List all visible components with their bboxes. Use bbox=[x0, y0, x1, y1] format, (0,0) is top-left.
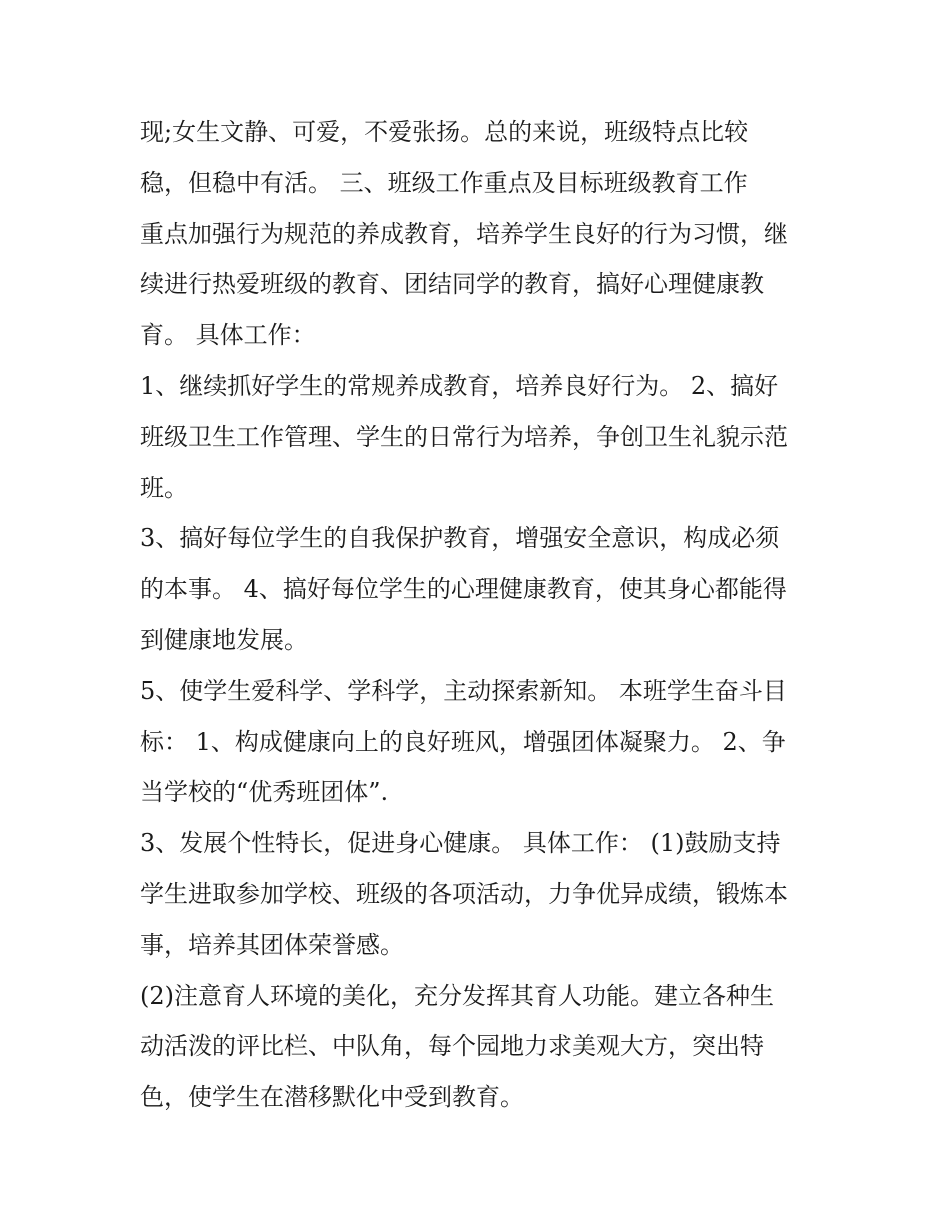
text-line: 事，培养其团体荣誉感。 bbox=[140, 930, 404, 959]
text-line: 班级卫生工作管理、学生的日常行为培养，争创卫生礼貌示范 bbox=[140, 422, 788, 451]
text-line: 5、使学生爱科学、学科学，主动探索新知。 本班学生奋斗目 bbox=[140, 676, 787, 705]
text-line: 到健康地发展。 bbox=[140, 625, 308, 654]
body-text bbox=[140, 107, 830, 1123]
text-line: 稳，但稳中有活。 三、班级工作重点及目标班级教育工作 bbox=[140, 168, 748, 197]
text-line: 标： 1、构成健康向上的良好班风，增强团体凝聚力。 2、争 bbox=[140, 727, 786, 756]
text-line: 1、继续抓好学生的常规养成教育，培养良好行为。 2、搞好 bbox=[140, 371, 779, 400]
text-line: 动活泼的评比栏、中队角，每个园地力求美观大方，突出特 bbox=[140, 1032, 764, 1061]
text-line: 续进行热爱班级的教育、团结同学的教育，搞好心理健康教 bbox=[140, 270, 764, 299]
text-line: 班。 bbox=[140, 473, 188, 502]
text-line: 学生进取参加学校、班级的各项活动，力争优异成绩，锻炼本 bbox=[140, 879, 788, 908]
text-line: 色，使学生在潜移默化中受到教育。 bbox=[140, 1083, 524, 1112]
text-line: 的本事。 4、搞好每位学生的心理健康教育，使其身心都能得 bbox=[140, 575, 787, 604]
text-line: 3、发展个性特长，促进身心健康。 具体工作： (1)鼓励支持 bbox=[140, 829, 781, 858]
text-line: 现;女生文静、可爱，不爱张扬。总的来说，班级特点比较 bbox=[140, 118, 749, 146]
text-line: 育。 具体工作： bbox=[140, 321, 316, 350]
text-line: 当学校的“优秀班团体”. bbox=[140, 778, 389, 807]
text-line: 重点加强行为规范的养成教育，培养学生良好的行为习惯，继 bbox=[140, 219, 788, 248]
text-line: (2)注意育人环境的美化，充分发挥其育人功能。建立各种生 bbox=[140, 981, 774, 1010]
text-line: 3、搞好每位学生的自我保护教育，增强安全意识，构成必须 bbox=[140, 524, 780, 553]
